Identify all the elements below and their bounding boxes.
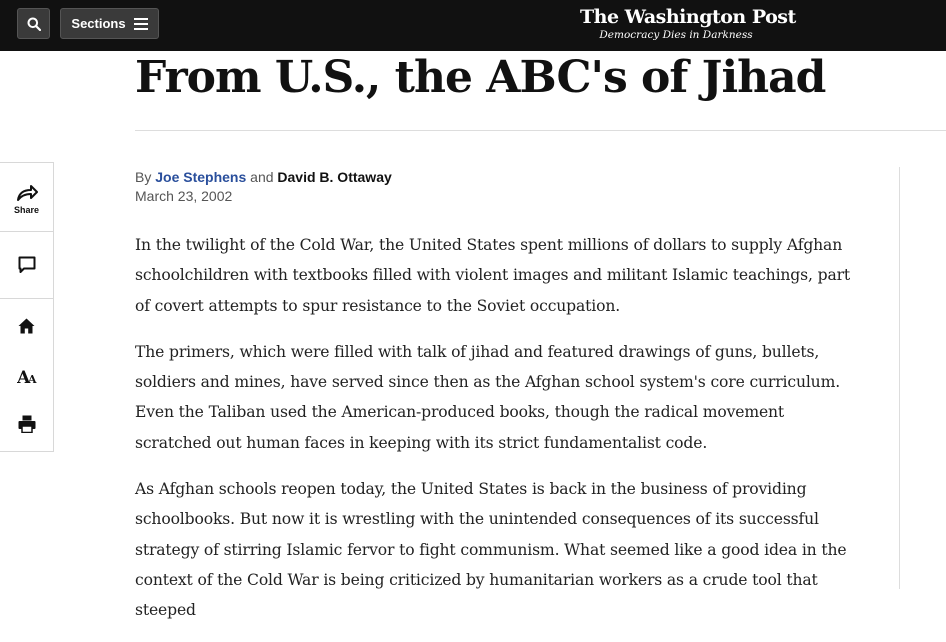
toolbar-divider bbox=[0, 231, 53, 232]
article-paragraph: As Afghan schools reopen today, the United States is back in the business of providing schoolbooks. But now it is wrestling with the unintended consequences of its successful strategy of stirring Islamic fervor to fight communism. What seemed like a good idea in the context of the Cold War is being criticized by humanitarian workers as a crude tool that steeped bbox=[135, 480, 847, 620]
svg-text:A: A bbox=[27, 373, 37, 384]
top-nav-bar bbox=[0, 0, 946, 51]
text-size-icon bbox=[17, 368, 37, 384]
logo-tagline: Democracy Dies in Darkness bbox=[599, 29, 753, 41]
byline-joiner: and bbox=[250, 169, 274, 185]
sections-label: Sections bbox=[71, 16, 126, 31]
logo-name: The Washington Post bbox=[580, 6, 796, 28]
print-icon bbox=[18, 415, 36, 433]
author-name: David B. Ottaway bbox=[277, 169, 392, 185]
comments-button[interactable] bbox=[0, 233, 53, 297]
share-button[interactable] bbox=[0, 171, 53, 227]
article-paragraph: The primers, which were filled with talk of jihad and featured drawings of guns, bullets, soldiers and mines, have served since then as the Afghan school system's core curriculum. Even the Taliban used the American-produced books, though the radical movement scratched out human faces in keeping with its strict fundamentalist code. bbox=[135, 342, 841, 452]
text-size-button[interactable] bbox=[0, 359, 53, 393]
comment-icon bbox=[18, 256, 36, 274]
right-column-rule bbox=[899, 167, 900, 589]
headline-divider bbox=[135, 130, 946, 131]
search-icon bbox=[27, 17, 41, 31]
byline bbox=[135, 168, 392, 186]
publish-date: March 23, 2002 bbox=[135, 188, 233, 204]
home-icon bbox=[18, 318, 35, 334]
byline-prefix: By bbox=[135, 169, 152, 185]
site-logo[interactable] bbox=[580, 6, 796, 42]
search-button[interactable] bbox=[17, 8, 50, 39]
article-body bbox=[135, 230, 860, 642]
article-paragraph: In the twilight of the Cold War, the United States spent millions of dollars to supply Afghan schoolchildren with textbooks filled with violent images and militant Islamic teachings, part of covert attempts to spur resistance to the Soviet occupation. bbox=[135, 236, 851, 315]
share-toolbar bbox=[0, 162, 54, 452]
home-button[interactable] bbox=[0, 309, 53, 343]
print-button[interactable] bbox=[0, 407, 53, 441]
sections-button[interactable] bbox=[60, 8, 159, 39]
svg-text:A: A bbox=[16, 368, 30, 384]
toolbar-divider bbox=[0, 298, 53, 299]
article-headline: From U.S., the ABC's of Jihad bbox=[135, 52, 826, 103]
hamburger-menu-icon bbox=[134, 18, 148, 30]
author-link[interactable]: Joe Stephens bbox=[155, 169, 247, 185]
share-icon bbox=[16, 184, 38, 202]
share-label: Share bbox=[13, 204, 39, 215]
